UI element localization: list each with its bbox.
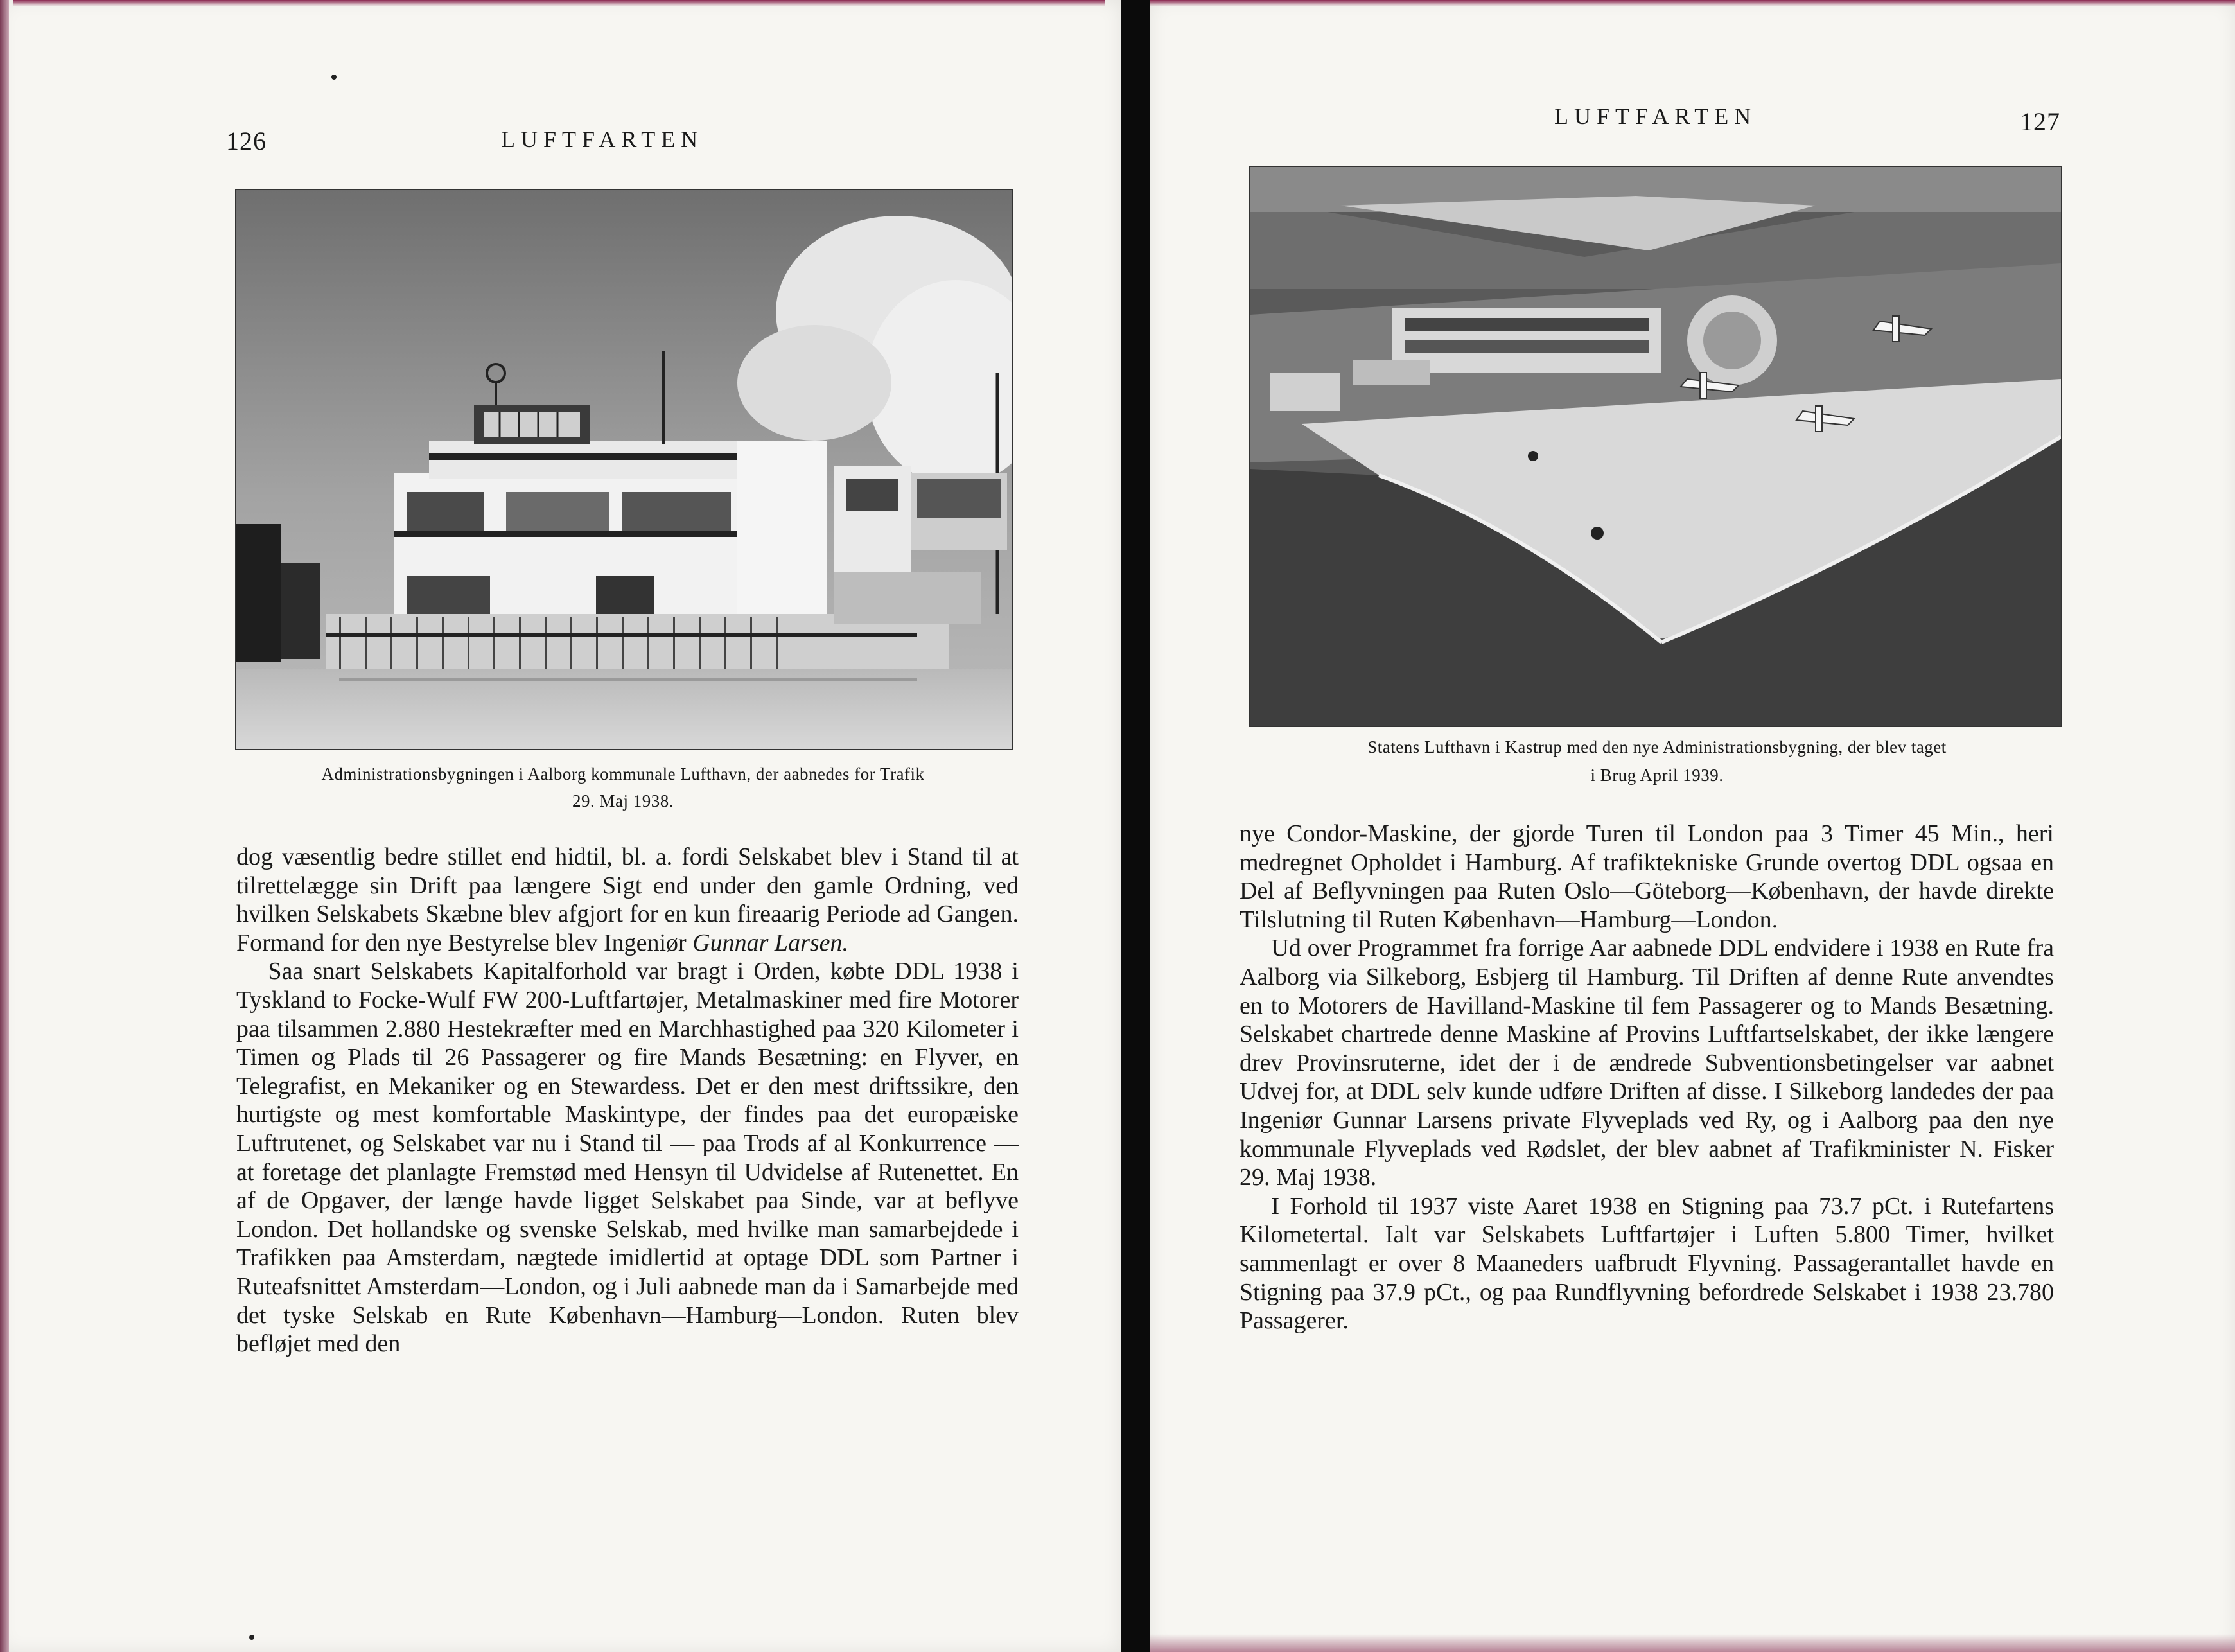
print-speck xyxy=(331,75,337,80)
person-name: Gunnar Larsen. xyxy=(692,929,849,956)
body-text-column xyxy=(236,843,1019,1358)
page-number: 127 xyxy=(2020,107,2060,136)
kastrup-airport-photo xyxy=(1249,166,2062,727)
paragraph: Ud over Programmet fra forrige Aar aabnede DDL endvidere i 1938 en Rute fra Aalborg via Silkeborg, Esbjerg til Hamburg. Til Driften af denne Rute anvendtes en to Motorers de Havilland-Maskine til fem Passagerer og to Mands Besætning. Selskabet chartrede denne Maskine af Provins Luftfartselskabet, der ikke længere drev Provinsruterne, idet der i de ændrede Subventionsbetingelser var aabnet Udvej for, at DDL selv kunde udføre Driften af disse. I Silkeborg landedes der paa Ingeniør Gunnar Larsens private Flyveplads ved Ry, og i Aalborg paa den nye kommunale Flyveplads ved Rødslet, der blev aabnet af Trafikminister N. Fisker 29. Maj 1938. xyxy=(1240,935,2054,1191)
page-number: 126 xyxy=(226,127,267,155)
paragraph: I Forhold til 1937 viste Aaret 1938 en Stigning paa 73.7 pCt. i Rutefartens Kilometertal. Ialt var Selskabets Luftfartøjer i Luften 5.800 Timer, hvilket sammenlagt er over 8 Maaneders uafbrudt Flyvning. Passagerantallet havde en Stigning paa 37.9 pCt., og paa Rundflyvning befordrede Selskabet i 1938 23.780 Passagerer. xyxy=(1240,1192,2054,1335)
right-page xyxy=(1150,0,2235,1652)
paragraph: Saa snart Selskabets Kapitalforhold var bragt i Orden, købte DDL 1938 i Tyskland to Focke-Wulf FW 200-Luftfartøjer, Metalmaskiner med fire Motorer paa tilsammen 2.880 Hestekræfter med en Marchhastighed paa 320 Kilometer i Timen og Plads til 26 Passagerer og fire Mands Besætning: en Flyver, en Telegrafist, en Mekaniker og en Stewardess. Det er den mest driftssikre, den hurtigste og mest komfortable Maskintype, der findes paa det europæiske Luftrutenet, og Selskabet var nu i Stand til — paa Trods af al Konkurrence — at foretage det planlagte Fremstød med Hensyn til Udvidelse af Rutenettet. En af de Opgaver, der længe havde ligget Selskabet paa Sinde, var at beflyve London. Det hollandske og svenske Selskab, med hvilke man samarbejdede i Trafikken paa Amsterdam, nægtede imidlertid at optage DDL som Partner i Ruteafsnittet Amsterdam—London, og i Juli aabnede man da i Samarbejde med det tyske Selskab en Rute København—Hamburg—London. Ruten blev befløjet med den xyxy=(236,958,1019,1358)
photo-caption-line: Statens Lufthavn i Kastrup med den nye Administrationsbygning, der blev taget xyxy=(1367,737,1947,757)
paragraph: nye Condor-Maskine, der gjorde Turen til London paa 3 Timer 45 Min., heri medregnet Opholdet i Hamburg. Af trafiktekniske Grunde overtog DDL ogsaa en Del af Beflyvningen paa Ruten Oslo—Göteborg—København, der havde direkte Tilslutning til Ruten København—Hamburg—London. xyxy=(1240,820,2054,933)
page-edge-tint xyxy=(0,0,9,1652)
photo-caption-line: 29. Maj 1938. xyxy=(572,791,674,811)
print-speck xyxy=(249,1635,254,1640)
running-head: LUFTFARTEN xyxy=(501,127,704,152)
top-edge-tint xyxy=(13,0,1105,6)
paragraph-text: dog væsentlig bedre stillet end hidtil, bl. a. fordi Selskabet blev i Stand til at tilrettelægge sin Drift paa længere Sigt end under den gamle Ordning, ved hvilken Selskabets Skæbne blev afgjort for en kun fireaarig Periode ad Gangen. Formand for den nye Bestyrelse blev Ingeniør xyxy=(236,843,1019,956)
photo-caption-line: Administrationsbygningen i Aalborg kommunale Lufthavn, der aabnedes for Trafik xyxy=(321,764,925,784)
paragraph xyxy=(236,843,1019,957)
page-edge-tint xyxy=(1150,1634,2235,1652)
top-edge-tint xyxy=(1150,0,2235,6)
photo-caption-line: i Brug April 1939. xyxy=(1590,766,1724,785)
running-head: LUFTFARTEN xyxy=(1554,103,1757,129)
body-text-column xyxy=(1240,820,2054,1335)
aalborg-building-photo xyxy=(235,189,1013,750)
